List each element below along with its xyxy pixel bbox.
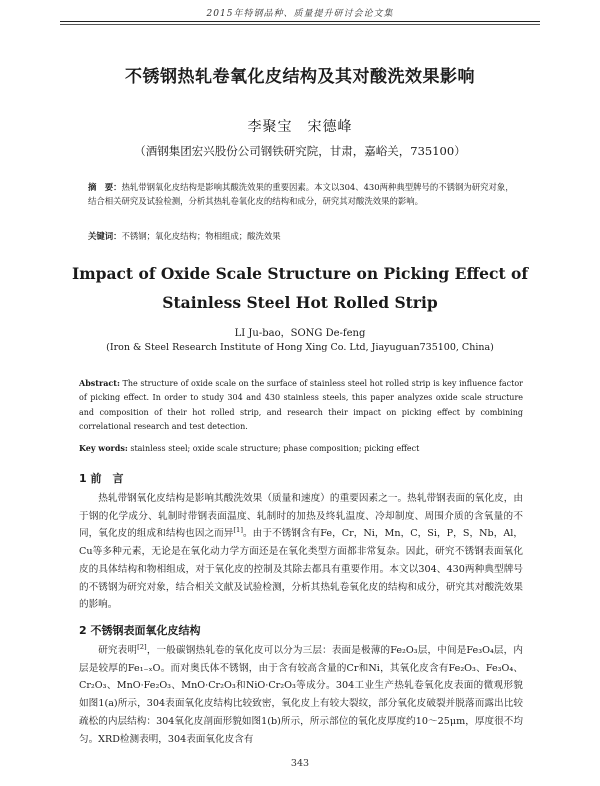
- paragraph-introduction-text1: 热轧带钢氧化皮结构是影响其酸洗效果（质量和速度）的重要因素之一。热轧带钢表面的氧化皮，由于钢的化学成分、轧制时带钢表面温度、轧制时的加热及终轧温度、冷却制度、周围介质的含氧量的不同，氧化皮的组成和结构也因之而异: [79, 493, 523, 540]
- affiliation-english: (Iron & Steel Research Institute of Hong Xing Co. Ltd, Jiayuguan735100, China): [106, 342, 494, 353]
- paragraph-introduction-text2: 。由于不锈钢含有Fe，Cr，Ni，Mn，C，Si，P，S，Nb，Al，Cu等多种元素，无论是在氧化动力学方面还是在氧化类型方面都非常复杂。因此，研究不锈钢表面氧化皮的具体结构和物相组成，对于氧化皮的控制及其除去都具有重要作用。本文以304、430两种典型牌号的不锈钢为研究对象，结合相关文献及试验检测，分析其热轧卷氧化皮的结构和成分，研究其对酸洗效果的影响。: [79, 528, 523, 611]
- paragraph-introduction: [79, 490, 523, 614]
- abstract-english-text: The structure of oxide scale on the surface of stainless steel hot rolled strip is key influence factor of picking effect. In order to study 304 and 430 stainless steels, this paper analyzes oxide scale structure and composition of their hot rolled strip, and research their impact on picking effect by combining correlational research and test detection.: [79, 379, 523, 431]
- title-english-line2: Stainless Steel Hot Rolled Strip: [162, 293, 438, 312]
- title-english: [70, 259, 530, 317]
- header-rule: [60, 21, 540, 22]
- paragraph-oxide-structure-text2: ，一般碳钢热轧卷的氧化皮可以分为三层：表面是极薄的Fe₂O₃层，中间是Fe₃O₄层，内层是较厚的Fe₁₋ₓO。而对奥氏体不锈钢，由于含有较高含量的Cr和Ni，其氧化皮含有Fe₂O₃、Fe₃O₄、Cr₂O₃、MnO·Fe₂O₃、MnO·Cr₂O₃和NiO·Cr₂O₃等成分。304工业生产热轧卷氧化皮表面的微观形貌如图1(a)所示，304表面氧化皮结构比较致密，氧化皮上有较大裂纹，部分氧化皮破裂并脱落而露出比较疏松的内层结构：304氧化皮剖面形貌如图1(b)所示，所示部位的氧化皮厚度约10～25μm，厚度很不均匀。XRD检测表明，304表面氧化皮含有: [79, 645, 524, 745]
- abstract-chinese: [88, 180, 520, 208]
- header-rule-thin: [60, 24, 540, 25]
- abstract-chinese-label: 摘 要：: [88, 182, 122, 192]
- paragraph-oxide-structure: [79, 642, 523, 748]
- keywords-english-text: stainless steel; oxide scale structure; phase composition; picking effect: [127, 444, 420, 453]
- keywords-english-label: Key words:: [79, 443, 128, 453]
- abstract-english-label: Abstract:: [79, 378, 120, 388]
- citation-ref-2[interactable]: [2]: [137, 642, 147, 651]
- authors-chinese: 李聚宝 宋德峰: [247, 119, 353, 135]
- title-english-line1: Impact of Oxide Scale Structure on Picking Effect of: [71, 264, 529, 283]
- authors-english: LI Ju-bao，SONG De-feng: [234, 328, 366, 339]
- keywords-chinese-label: 关键词：: [88, 231, 122, 241]
- keywords-chinese: [88, 230, 520, 242]
- section-heading-introduction: 1 前 言: [79, 472, 124, 485]
- paragraph-oxide-structure-text1: 研究表明: [98, 645, 138, 656]
- affiliation-chinese: （酒钢集团宏兴股份公司钢铁研究院，甘肃，嘉峪关，735100）: [134, 144, 466, 158]
- running-header: 2015年特钢品种、质量提升研讨会论文集: [206, 9, 394, 19]
- section-heading-oxide-structure: 2 不锈钢表面氧化皮结构: [79, 624, 201, 637]
- keywords-chinese-text: 不锈钢；氧化皮结构；物相组成；酸洗效果: [121, 231, 281, 241]
- abstract-chinese-text: 热轧带钢氧化皮结构是影响其酸洗效果的重要因素。本文以304、430两种典型牌号的不锈钢为研究对象，结合相关研究及试验检测，分析其热轧卷氧化皮的结构和成分，研究其对酸洗效果的影响。: [88, 182, 514, 207]
- citation-ref-1[interactable]: [1]: [233, 526, 243, 535]
- abstract-english: [79, 376, 523, 434]
- page-number: 343: [290, 758, 310, 769]
- keywords-english: [79, 443, 523, 453]
- title-chinese: 不锈钢热轧卷氧化皮结构及其对酸洗效果影响: [125, 67, 475, 87]
